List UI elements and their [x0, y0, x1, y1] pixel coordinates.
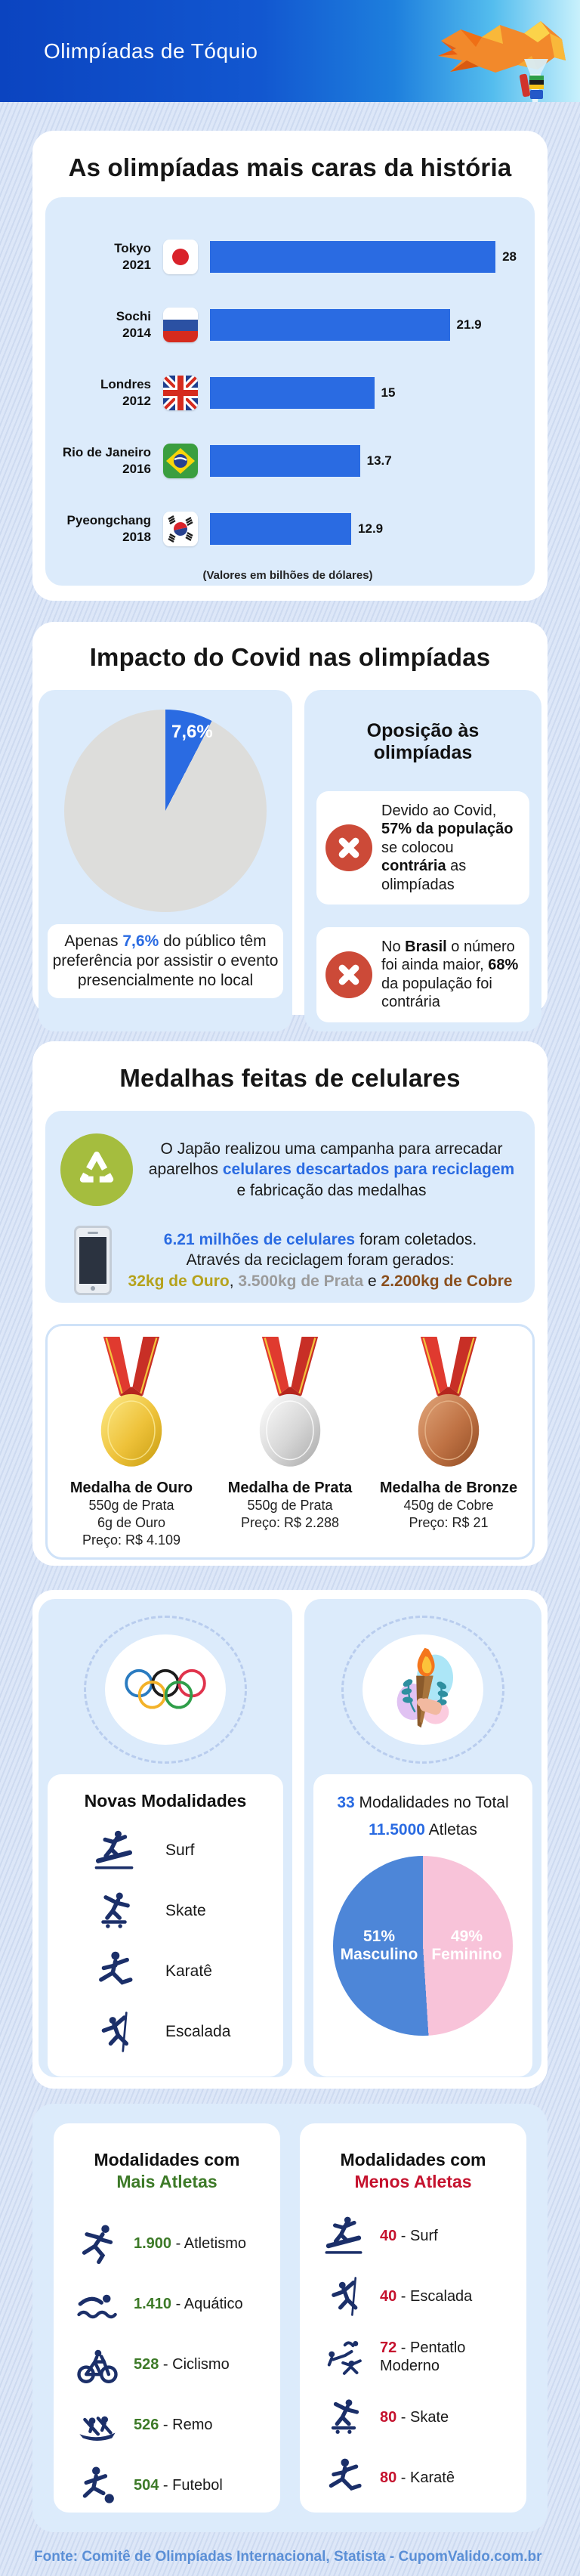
- brazil-flag-icon: [163, 444, 198, 478]
- bar-city: Pyeongchang: [66, 512, 151, 527]
- list-item-skate: 80 - Skate: [300, 2388, 526, 2447]
- x-circle-icon: [325, 824, 372, 871]
- pie-slice-label: 7,6%: [171, 722, 213, 742]
- surf-icon: [319, 2215, 368, 2257]
- bar-row-londres: [59, 359, 517, 427]
- bar-chart: [45, 197, 535, 586]
- list-item-aquatico: 1.410 - Aquático: [54, 2274, 280, 2333]
- bar-value: 28: [502, 249, 517, 264]
- karate-icon: [90, 1950, 138, 1993]
- total-athletes: 11.5000 Atletas: [369, 1821, 477, 1838]
- football-icon: [73, 2464, 122, 2506]
- olympic-rings-badge: [84, 1616, 247, 1764]
- more-athletes-title: Mais Atletas: [116, 2171, 218, 2191]
- list-item-karate: Karatê: [48, 1941, 283, 2002]
- list-item-ciclismo: 528 - Ciclismo: [54, 2335, 280, 2394]
- section-modalities: [32, 1590, 548, 2089]
- bar-year: 2014: [122, 326, 151, 340]
- section-medals-from-phones: [32, 1041, 548, 1566]
- list-item-surf: Surf: [48, 1820, 283, 1881]
- new-modalities-title: Novas Modalidades: [84, 1791, 247, 1811]
- list-item-skate: Skate: [48, 1881, 283, 1941]
- female-slice-label: 49% Feminino: [431, 1927, 502, 1963]
- list-item-atletismo: 1.900 - Atletismo: [54, 2214, 280, 2273]
- source-note: Fonte: Comitê de Olimpíadas Internacional, Statista - CupomValido.com.br: [34, 2549, 542, 2565]
- section-most-expensive-olympics: [32, 131, 548, 601]
- section-athletes-by-modality: [32, 2104, 548, 2532]
- fewer-athletes-title: Menos Atletas: [354, 2171, 472, 2191]
- bronze-medal-column: Medalha de Bronze 450g de Cobre Preço: R$ 21: [369, 1337, 528, 1557]
- x-circle-icon: [325, 951, 372, 998]
- bar-year: 2016: [122, 462, 151, 476]
- header-banner: [0, 0, 580, 102]
- campaign-text: O Japão realizou uma campanha para arrecadar aparelhos celulares descartados para reciclagem e fabricação das medalhas: [148, 1140, 515, 1199]
- climbing-icon: [319, 2275, 368, 2318]
- new-modalities-panel: [39, 1599, 292, 2077]
- athletics-icon: [73, 2222, 122, 2265]
- pie-note-card: Apenas 7,6% do público têm preferência por assistir o evento presencialmente no local: [48, 924, 283, 998]
- opposition-title: Oposição às olimpíadas: [366, 720, 480, 763]
- recycle-info-panel: [45, 1111, 535, 1303]
- bar-value: 13.7: [366, 453, 392, 468]
- more-athletes-panel: Modalidades com Mais Atletas 1.900 - Atletismo 1.410 - Aquático 528 - Ciclismo 526 - Remo 504 - Futebol: [54, 2123, 280, 2513]
- new-modalities-card: [48, 1774, 283, 2077]
- male-slice-label: 51% Masculino: [340, 1927, 418, 1963]
- bar-sochi: [210, 309, 450, 341]
- chart-caption: (Valores em bilhões de dólares): [202, 569, 373, 582]
- silver-medal-column: Medalha de Prata 550g de Prata Preço: R$ 2.288: [211, 1337, 369, 1557]
- bar-city: Londres: [100, 376, 151, 391]
- total-modalities: 33 Modalidades no Total: [337, 1794, 509, 1811]
- section3-title: Medalhas feitas de celulares: [119, 1064, 461, 1092]
- olympic-rings-icon: [119, 1663, 211, 1716]
- olympic-torch-icon: [411, 0, 569, 102]
- uk-flag-icon: [163, 376, 198, 410]
- list-item-futebol: 504 - Futebol: [54, 2456, 280, 2515]
- bar-city: Tokyo: [114, 240, 151, 255]
- bar-row-pyeongchang: [59, 495, 517, 563]
- opposition-card-world: Devido ao Covid, 57% da população se colocou contrária as olimpíadas: [316, 791, 529, 905]
- collected-text: 6.21 milhões de celulares foram coletados. Através da reciclagem foram gerados: 32kg de Ouro, 3.500kg de Prata e 2.200kg de Cobre: [128, 1231, 513, 1290]
- silver-medal-icon: [230, 1337, 350, 1471]
- russia-flag-icon: [163, 308, 198, 342]
- bar-value: 12.9: [358, 521, 384, 536]
- gold-medal-column: Medalha de Ouro 550g de Prata 6g de Ouro Preço: R$ 4.109: [52, 1337, 211, 1557]
- south-korea-flag-icon: [163, 512, 198, 546]
- list-item-surf: 40 - Surf: [300, 2206, 526, 2265]
- athletes-total-panel: [304, 1599, 541, 2077]
- bar-tokyo: [210, 241, 495, 273]
- list-item-remo: 526 - Remo: [54, 2395, 280, 2454]
- page-title: Olimpíadas de Tóquio: [44, 39, 258, 63]
- bronze-medal-icon: [388, 1337, 509, 1471]
- bar-year: 2021: [122, 258, 151, 272]
- medals-panel: [45, 1324, 535, 1560]
- bar-year: 2018: [122, 530, 151, 544]
- opposition-panel: [304, 690, 541, 1031]
- athletes-card: [313, 1774, 532, 2077]
- section2-title: Impacto do Covid nas olimpíadas: [89, 643, 491, 671]
- pie-note-percent: 7,6%: [122, 932, 159, 950]
- bar-rio: [210, 445, 360, 477]
- gender-pie-chart: [333, 1856, 513, 2036]
- skate-icon: [319, 2396, 368, 2438]
- bar-city: Sochi: [116, 308, 151, 323]
- bar-year: 2012: [122, 394, 151, 408]
- covid-pie-panel: [39, 690, 292, 1031]
- bar-londres: [210, 377, 375, 409]
- torch-hand-icon: [378, 1643, 468, 1736]
- list-item-escalada: Escalada: [48, 2002, 283, 2062]
- bar-value: 15: [381, 385, 396, 400]
- list-item-karate: 80 - Karatê: [300, 2448, 526, 2507]
- recycle-icon: [60, 1133, 133, 1206]
- torch-badge: [341, 1616, 504, 1764]
- surf-icon: [90, 1829, 138, 1872]
- attendance-pie-chart: [64, 710, 267, 912]
- fewer-athletes-panel: Modalidades com Menos Atletas 40 - Surf 40 - Escalada 72 - Pentatlo Moderno 80 - Skate 80 - Karatê: [300, 2123, 526, 2513]
- japan-flag-icon: [163, 240, 198, 274]
- bar-city: Rio de Janeiro: [62, 444, 151, 459]
- bar-pyeongchang: [210, 513, 351, 545]
- karate-icon: [319, 2457, 368, 2499]
- bar-row-sochi: [59, 291, 517, 359]
- opposition-card-brazil: No Brasil o número foi ainda maior, 68% da população foi contrária: [316, 927, 529, 1022]
- swimming-icon: [73, 2283, 122, 2325]
- smartphone-icon: [74, 1226, 112, 1295]
- rowing-icon: [73, 2404, 122, 2446]
- section-covid-impact: [32, 622, 548, 1015]
- pentathlon-icon: [319, 2336, 368, 2378]
- climbing-icon: [90, 2010, 138, 2054]
- section1-title: As olimpíadas mais caras da história: [68, 153, 512, 181]
- bar-value: 21.9: [456, 317, 482, 332]
- list-item-escalada: 40 - Escalada: [300, 2267, 526, 2326]
- bar-row-tokyo: [59, 223, 517, 291]
- bar-row-rio: [59, 427, 517, 495]
- skate-icon: [90, 1889, 138, 1933]
- list-item-pentatlo: 72 - Pentatlo Moderno: [300, 2327, 526, 2386]
- gold-medal-icon: [71, 1337, 192, 1471]
- cycling-icon: [73, 2343, 122, 2386]
